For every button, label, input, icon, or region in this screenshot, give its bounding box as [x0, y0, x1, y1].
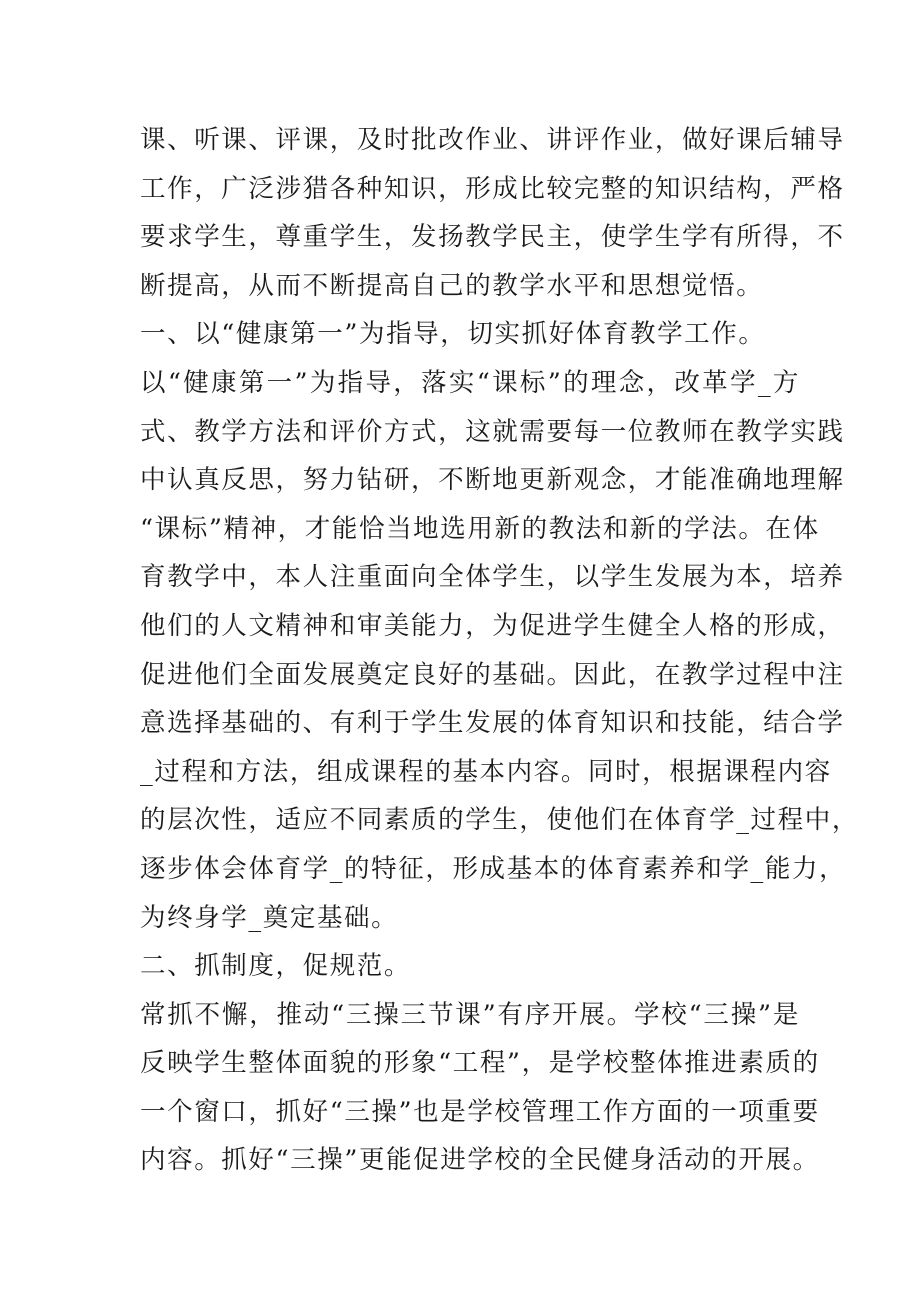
text-line: 断提高，从而不断提高自己的教学水平和思想觉悟。	[140, 270, 764, 301]
text-line: 他们的人文精神和审美能力，为促进学生健全人格的形成，	[140, 610, 845, 641]
text-line: 课、听课、评课，及时批改作业、讲评作业，做好课后辅导	[140, 125, 845, 155]
text-line: 育教学中，本人注重面向全体学生，以学生发展为本，培养	[140, 562, 845, 593]
text-line: 促进他们全面发展奠定良好的基础。因此，在教学过程中注	[140, 659, 845, 690]
text-line: 要求学生，尊重学生，发扬教学民主，使学生学有所得，不	[140, 222, 845, 253]
text-line: 逐步体会体育学_的特征，形成基本的体育素养和学_能力，	[140, 853, 847, 884]
text-line: 反映学生整体面貌的形象“工程”，是学校整体推进素质的	[140, 1048, 820, 1079]
text-line: 的层次性，适应不同素质的学生，使他们在体育学_过程中，	[140, 805, 859, 836]
text-line: 意选择基础的、有利于学生发展的体育知识和技能，结合学	[140, 708, 845, 739]
text-line: _过程和方法，组成课程的基本内容。同时，根据课程内容	[140, 756, 832, 787]
text-line: 式、教学方法和评价方式，这就需要每一位教师在教学实践	[140, 416, 845, 447]
text-line: “课标”精神，才能恰当地选用新的教法和新的学法。在体	[140, 513, 820, 544]
text-line: 中认真反思，努力钻研，不断地更新观念，才能准确地理解	[140, 465, 845, 496]
text-line: 常抓不懈，推动“三操三节课”有序开展。学校“三操”是	[140, 999, 800, 1030]
section-heading-2: 二、抓制度，促规范。	[140, 951, 412, 982]
text-line: 以“健康第一”为指导，落实“课标”的理念，改革学_方	[140, 367, 800, 398]
text-line: 工作，广泛涉猎各种知识，形成比较完整的知识结构，严格	[140, 173, 845, 204]
text-line: 为终身学_奠定基础。	[140, 902, 399, 933]
text-line: 一个窗口，抓好“三操”也是学校管理工作方面的一项重要	[140, 1096, 820, 1127]
section-heading-1: 一、以“健康第一”为指导，切实抓好体育教学工作。	[140, 319, 766, 350]
text-line: 内容。抓好“三操”更能促进学校的全民健身活动的开展。	[140, 1145, 820, 1176]
document-body	[140, 116, 859, 1185]
